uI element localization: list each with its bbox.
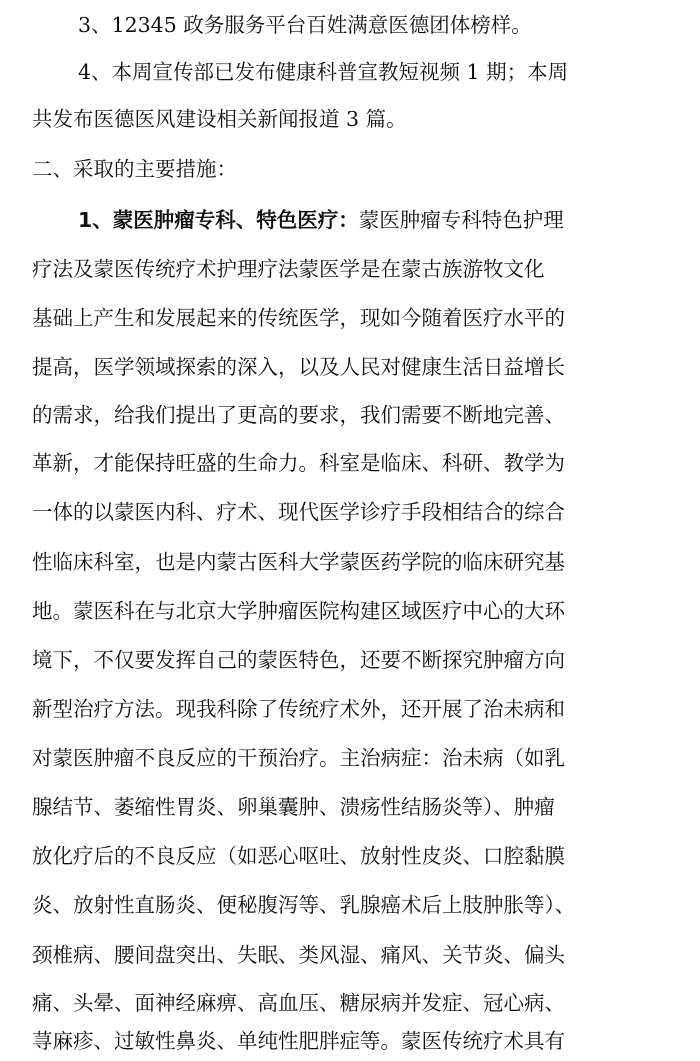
text-line-8: 提高，医学领域探索的深入，以及人民对健康生活日益增长 — [32, 355, 565, 379]
text-line-5: 1、蒙医肿瘤专科、特色医疗：蒙医肿瘤专科特色护理 — [78, 208, 564, 232]
text-line-10: 革新，才能保持旺盛的生命力。科室是临床、科研、教学为 — [32, 451, 565, 475]
text-line-13: 地。蒙医科在与北京大学肿瘤医院构建区域医疗中心的大环 — [32, 599, 565, 623]
bold-subheading: 1、蒙医肿瘤专科、特色医疗： — [78, 208, 359, 232]
text-line-15: 新型治疗方法。现我科除了传统疗术外，还开展了治未病和 — [32, 697, 565, 721]
section-heading: 二、采取的主要措施： — [32, 157, 237, 181]
text-line-9: 的需求，给我们提出了更高的要求，我们需要不断地完善、 — [32, 403, 565, 427]
text-line-3: 共发布医德医风建设相关新闻报道 3 篇。 — [32, 107, 407, 131]
text-line-14: 境下，不仅要发挥自己的蒙医特色，还要不断探究肿瘤方向 — [32, 648, 565, 672]
text-line-7: 基础上产生和发展起来的传统医学，现如今随着医疗水平的 — [32, 306, 565, 330]
text-line-1: 3、12345 政务服务平台百姓满意医德团体榜样。 — [78, 13, 532, 37]
text-line-18: 放化疗后的不良反应（如恶心呕吐、放射性皮炎、口腔黏膜 — [32, 844, 565, 868]
text-line-22: 荨麻疹、过敏性鼻炎、单纯性肥胖症等。蒙医传统疗术具有 — [32, 1029, 565, 1053]
text-line-6: 疗法及蒙医传统疗术护理疗法蒙医学是在蒙古族游牧文化 — [32, 257, 545, 281]
text-line-2: 4、本周宣传部已发布健康科普宣教短视频 1 期；本周 — [78, 60, 569, 84]
text-line-20: 颈椎病、腰间盘突出、失眠、类风湿、痛风、关节炎、偏头 — [32, 943, 565, 967]
text-line-12: 性临床科室，也是内蒙古医科大学蒙医药学院的临床研究基 — [32, 550, 565, 574]
text-line-16: 对蒙医肿瘤不良反应的干预治疗。主治病症：治未病（如乳 — [32, 746, 565, 770]
text-line-11: 一体的以蒙医内科、疗术、现代医学诊疗手段相结合的综合 — [32, 500, 565, 524]
text-line-21: 痛、头晕、面神经麻痹、高血压、糖尿病并发症、冠心病、 — [32, 991, 565, 1015]
text-line-19: 炎、放射性直肠炎、便秘腹泻等、乳腺癌术后上肢肿胀等）、 — [32, 893, 576, 917]
text-line-17: 腺结节、萎缩性胃炎、卵巢囊肿、溃疡性结肠炎等）、肿瘤 — [32, 795, 555, 819]
